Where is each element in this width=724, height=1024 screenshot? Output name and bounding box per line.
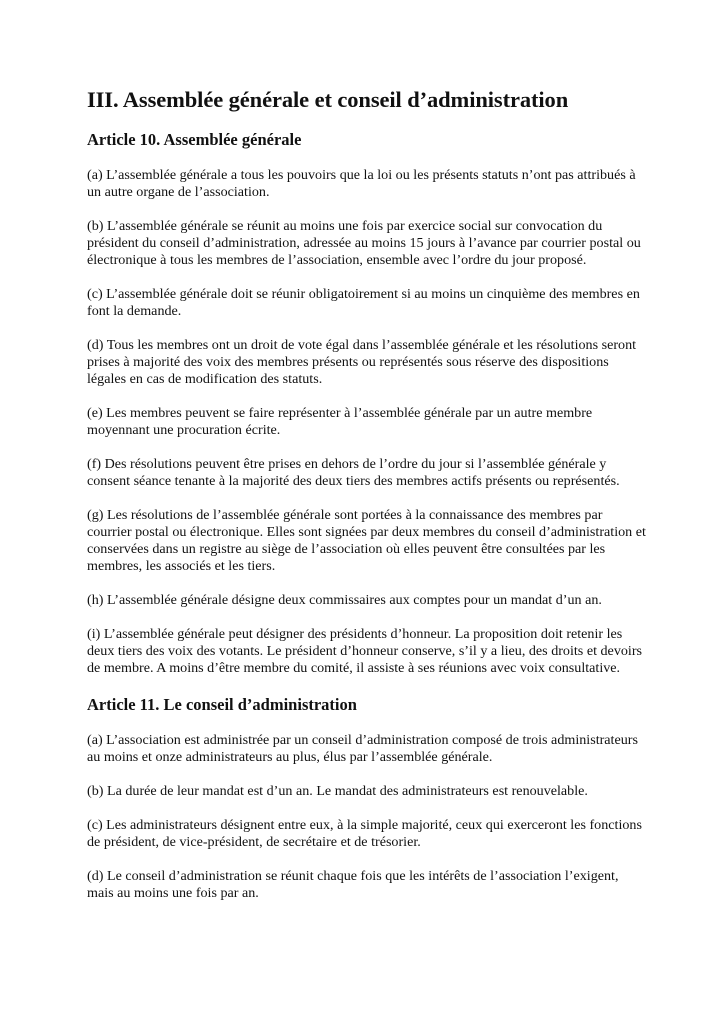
article-10 [87,130,647,677]
paragraph-a: (a) L’association est administrée par un conseil d’administration composé de trois administrateurs au moins et onze administrateurs au plus, élus par l’assemblée générale. [87,732,638,765]
paragraph-h: (h) L’assemblée générale désigne deux commissaires aux comptes pour un mandat d’un an. [87,592,602,608]
paragraph-b: (b) L’assemblée générale se réunit au moins une fois par exercice social sur convocation du président du conseil d’administration, adressée au moins 15 jours à l’avance par courrier postal ou électronique à tous les membres de l’association, ensemble avec l’ordre du jour proposé. [87,218,641,268]
paragraph-d: (d) Le conseil d’administration se réunit chaque fois que les intérêts de l’association l’exigent, mais au moins une fois par an. [87,868,619,901]
paragraph-a: (a) L’assemblée générale a tous les pouvoirs que la loi ou les présents statuts n’ont pas attribués à un autre organe de l’association. [87,167,636,200]
article-heading: Article 11. Le conseil d’administration [87,695,357,714]
article-heading: Article 10. Assemblée générale [87,130,302,149]
document-page [87,86,647,902]
paragraph-b: (b) La durée de leur mandat est d’un an. Le mandat des administrateurs est renouvelable. [87,783,588,799]
article-11 [87,695,647,902]
paragraph-d: (d) Tous les membres ont un droit de vote égal dans l’assemblée générale et les résolutions seront prises à majorité des voix des membres présents ou représentés sous réserve des dispositions légales en cas de modification des statuts. [87,337,637,387]
paragraph-g: (g) Les résolutions de l’assemblée générale sont portées à la connaissance des membres par courrier postal ou électronique. Elles sont signées par deux membres du conseil d’administration et conservées dans un registre au siège de l’association où elles peuvent être consultées par les membres, les associés et les tiers. [87,507,646,574]
paragraph-c: (c) Les administrateurs désignent entre eux, à la simple majorité, ceux qui exerceront les fonctions de président, de vice-président, de secrétaire et de trésorier. [87,817,642,850]
paragraph-i: (i) L’assemblée générale peut désigner des présidents d’honneur. La proposition doit retenir les deux tiers des voix des votants. Le président d’honneur conserve, s’il y a lieu, des droits et devoirs de membre. A moins d’être membre du comité, il assiste à ses réunions avec voix consultative. [87,626,643,676]
paragraph-f: (f) Des résolutions peuvent être prises en dehors de l’ordre du jour si l’assemblée générale y consent séance tenante à la majorité des deux tiers des membres actifs présents ou représentés. [87,456,620,489]
paragraph-e: (e) Les membres peuvent se faire représenter à l’assemblée générale par un autre membre moyennant une procuration écrite. [87,405,593,438]
paragraph-c: (c) L’assemblée générale doit se réunir obligatoirement si au moins un cinquième des membres en font la demande. [87,286,640,319]
section-title: III. Assemblée générale et conseil d’administration [87,87,569,112]
